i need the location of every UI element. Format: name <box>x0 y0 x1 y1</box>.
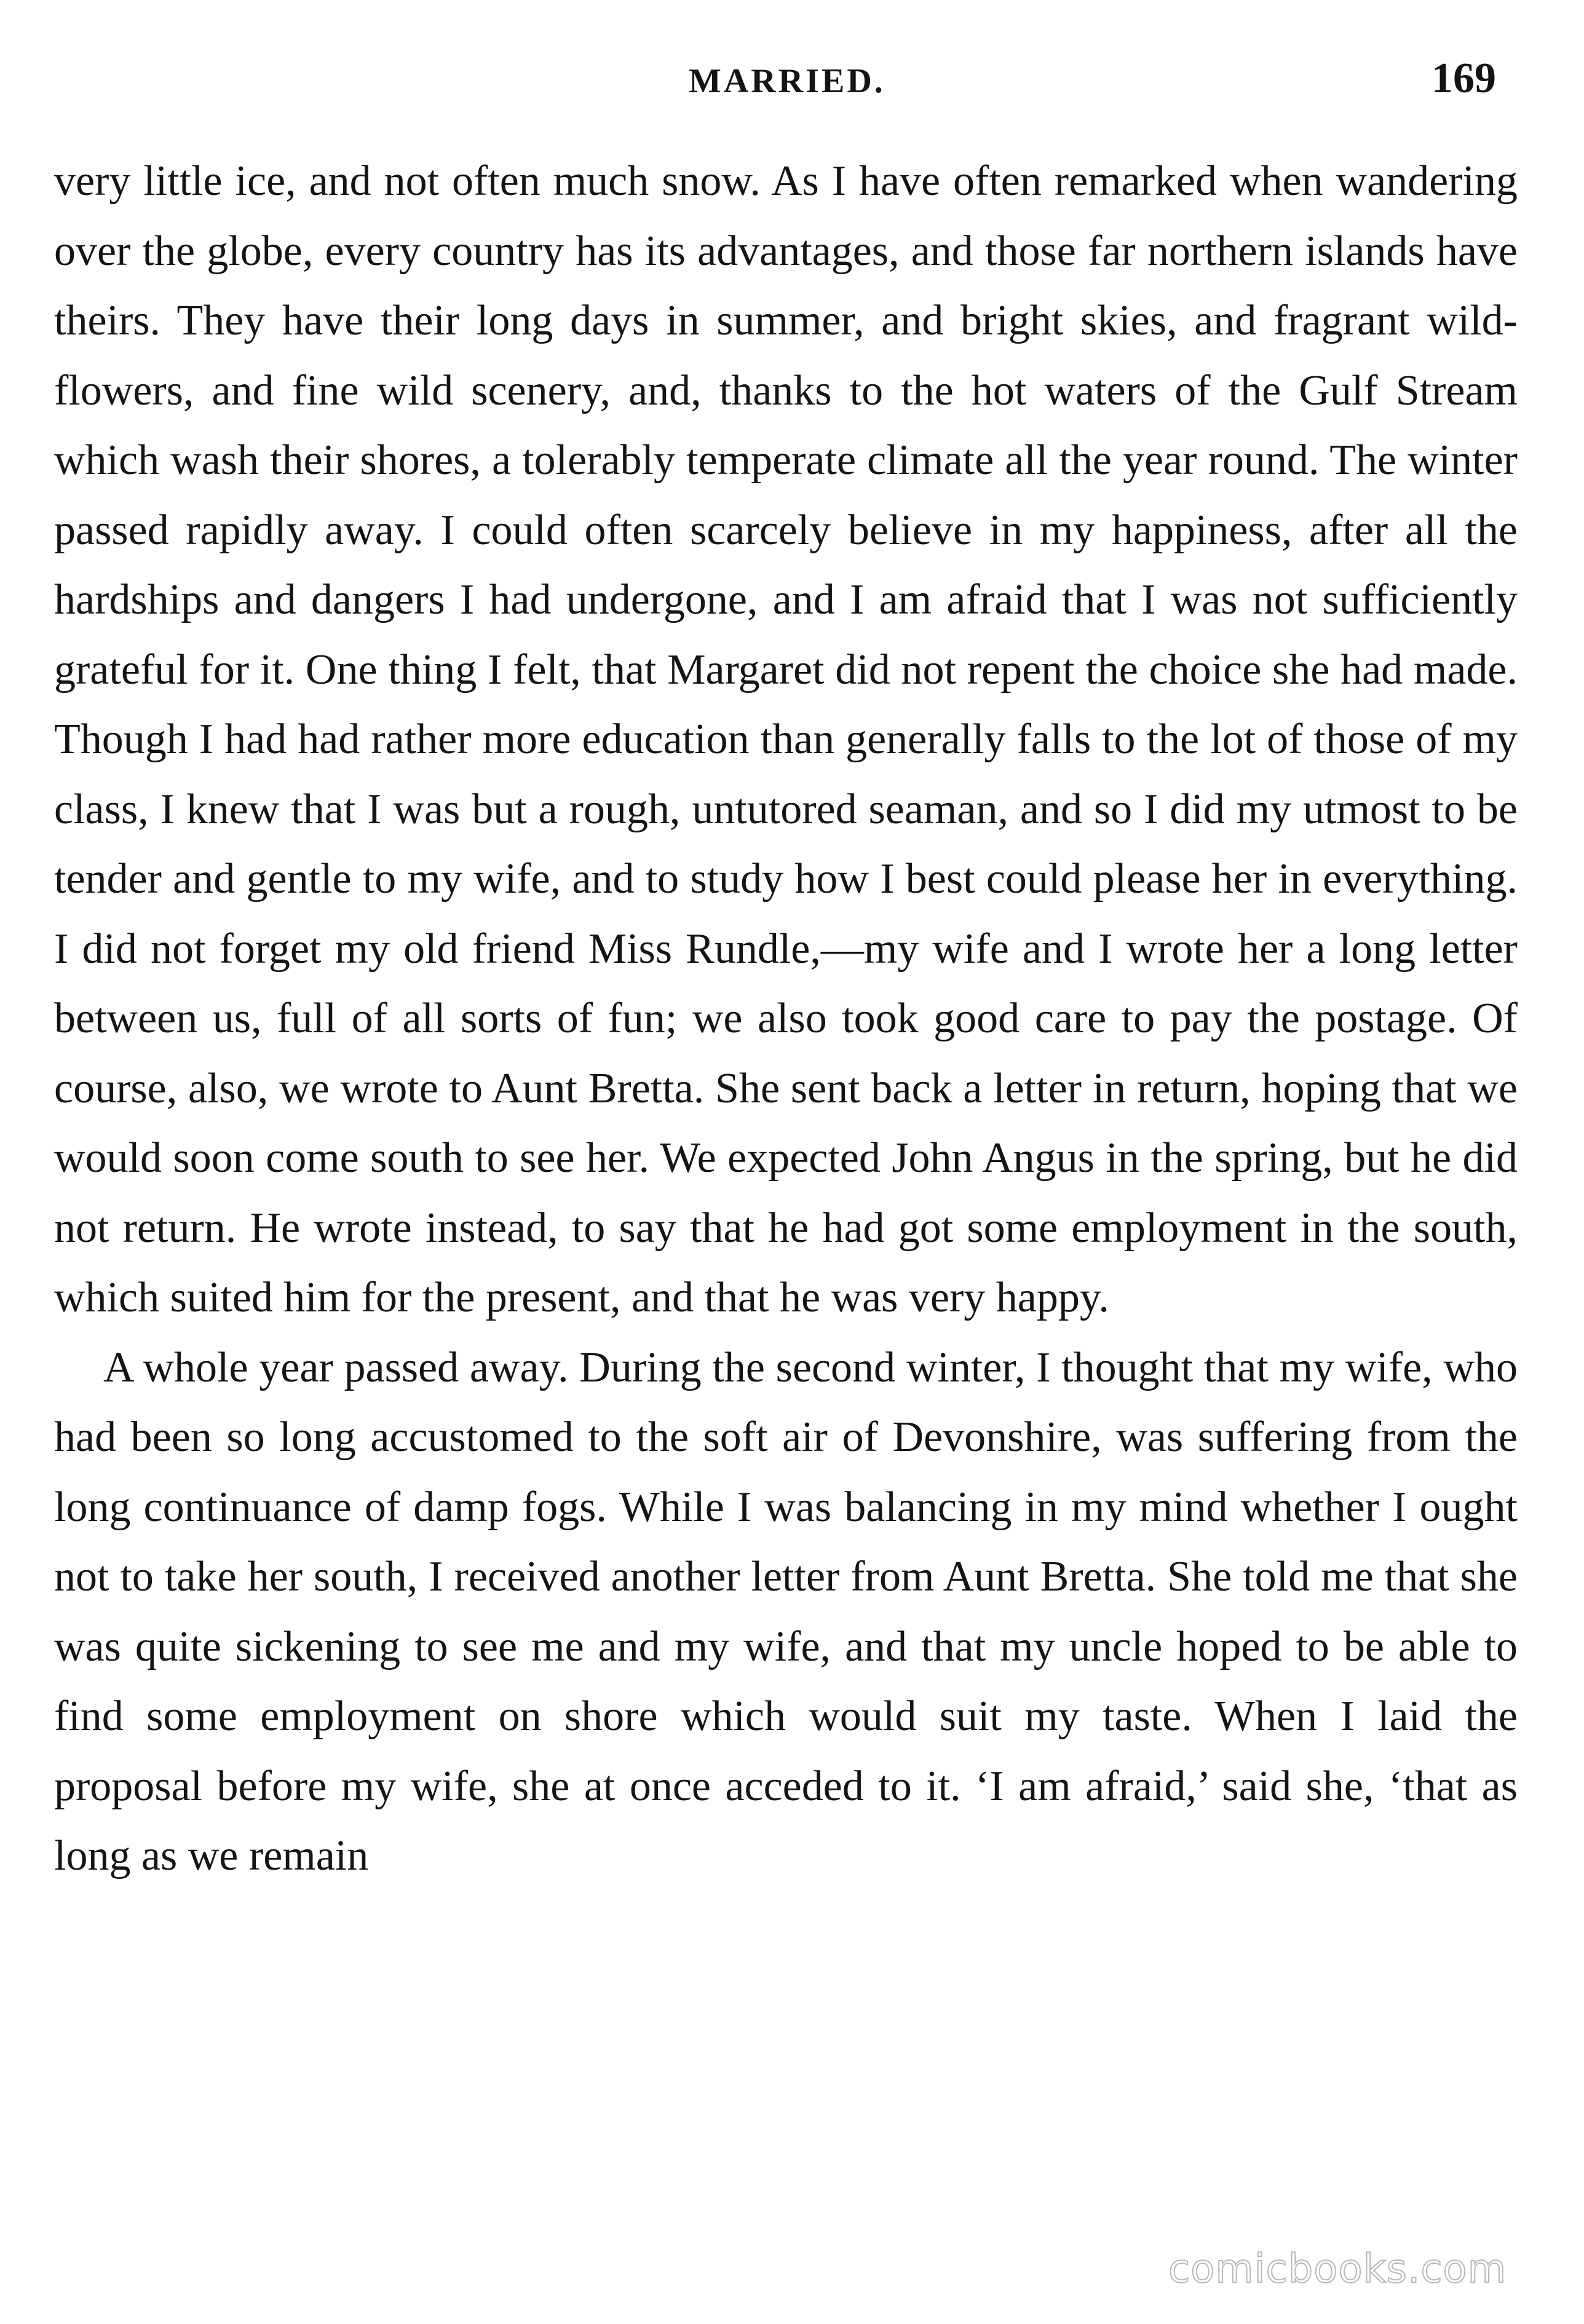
paragraph: A whole year passed away. During the second winter, I thought that my wife, who had been so long accustomed to the soft air of Devonshire, was suffering from the long continuance of damp fogs. While I was balancing in my mind whether I ought not to take her south, I received another letter from Aunt Bretta. She told me that she was quite sickening to see me and my wife, and that my uncle hoped to be able to find some employment on shore which would suit my taste. When I laid the proposal before my wife, she at once acceded to it. ‘I am afraid,’ said she, ‘that as long as we remain <box>54 1343 1518 1879</box>
body-text <box>54 146 1518 1891</box>
paragraph-continued: very little ice, and not often much snow. As I have often remarked when wandering over the globe, every country has its advantages, and those far northern islands have theirs. They have their long days in summer, and bright skies, and fragrant wild-flowers, and fine wild scenery, and, thanks to the hot waters of the Gulf Stream which wash their shores, a tolerably temperate climate all the year round. The winter passed rapidly away. I could often scarcely believe in my happiness, after all the hardships and dangers I had undergone, and I am afraid that I was not sufficiently grateful for it. One thing I felt, that Margaret did not repent the choice she had made. Though I had had rather more education than generally falls to the lot of those of my class, I knew that I was but a rough, untutored seaman, and so I did my utmost to be tender and gentle to my wife, and to study how I best could please her in everything. I did not forget my old friend Miss Rundle,—my wife and I wrote her a long letter between us, full of all sorts of fun; we also took good care to pay the postage. Of course, also, we wrote to Aunt Bretta. She sent back a letter in return, hoping that we would soon come south to see her. We expected John Angus in the spring, but he did not return. He wrote instead, to say that he had got some employment in the south, which suited him for the present, and that he was very happy. <box>54 157 1518 1321</box>
running-head <box>0 49 1584 123</box>
page-number: 169 <box>1432 55 1496 102</box>
watermark: comicbooks.com <box>1168 2247 1507 2292</box>
running-title: MARRIED. <box>689 62 885 100</box>
